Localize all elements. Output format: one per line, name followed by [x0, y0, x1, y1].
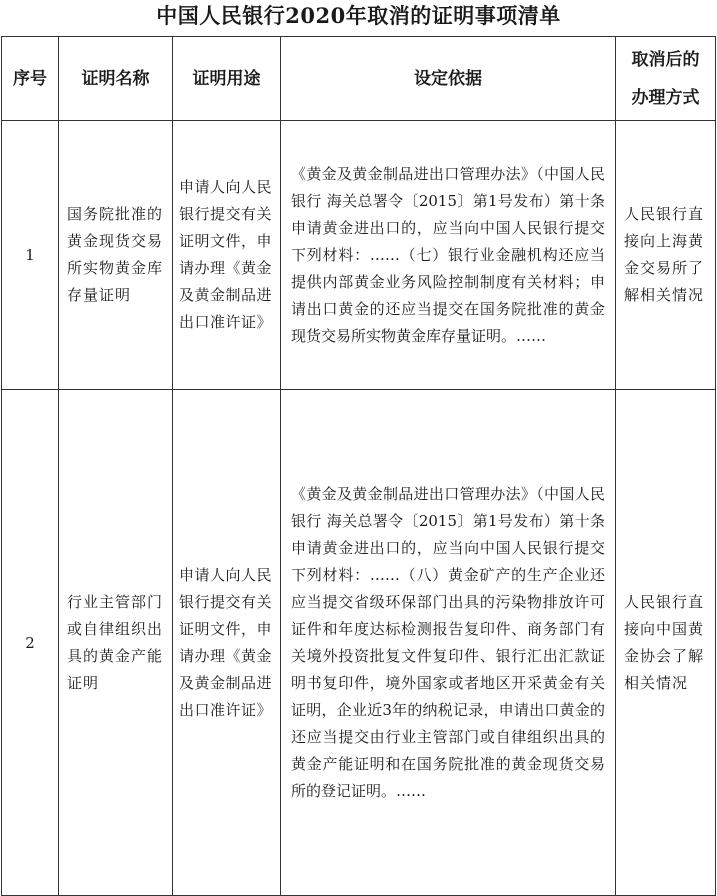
header-after-label: 取消后的办理方式 [631, 49, 700, 108]
legal-basis: 《黄金及黄金制品进出口管理办法》（中国人民银行 海关总署令〔2015〕第1号发布）第十条 申请黄金进出口的，应当向中国人民银行提交下列材料：……（七）银行业金融机构还应当提供内部黄金业务风险控制制度有关材料；申请出口黄金的还应当提交在国务院批准的黄金现货交易所实物黄金库存量证明。…… [291, 164, 605, 345]
post-cancel-method-cell [616, 121, 716, 390]
post-cancel-method-cell [616, 390, 716, 896]
legal-basis-cell [281, 390, 616, 896]
certificate-name: 行业主管部门或自律组织出具的黄金产能证明 [67, 592, 164, 692]
header-use: 证明用途 [173, 37, 281, 121]
header-name: 证明名称 [59, 37, 173, 121]
post-cancel-method: 人民银行直接向中国黄金协会了解相关情况 [624, 592, 705, 692]
legal-basis-cell [281, 121, 616, 390]
certificate-name-cell [59, 390, 173, 896]
page-title: 中国人民银行2020年取消的证明事项清单 [156, 3, 561, 28]
certificate-name: 国务院批准的黄金现货交易所实物黄金库存量证明 [67, 205, 164, 304]
certificate-use-cell [173, 390, 281, 896]
certificate-use-cell [173, 121, 281, 390]
post-cancel-method: 人民银行直接向上海黄金交易所了解相关情况 [624, 205, 705, 304]
row-number: 2 [2, 390, 59, 896]
legal-basis: 《黄金及黄金制品进出口管理办法》（中国人民银行 海关总署令〔2015〕第1号发布）第十条 申请黄金进出口的，应当向中国人民银行提交下列材料：……（八）黄金矿产的生产企业还应当提交省级环保部门出具的污染物排放许可证件和年度达标检测报告复印件、商务部门有关境外投资批复文件复印件、银行汇出汇款证明书复印件，境外国家或者地区开采黄金有关证明，企业近3年的纳税记录，申请出口黄金的还应当提交由行业主管部门或自律组织出具的黄金产能证明和在国务院批准的黄金现货交易所的登记证明。…… [291, 484, 605, 800]
certificate-name-cell [59, 121, 173, 390]
certificate-use: 申请人向人民银行提交有关证明文件，申请办理《黄金及黄金制品进出口准许证》 [179, 565, 273, 719]
table-row [2, 390, 716, 896]
certificate-table [1, 36, 716, 896]
certificate-use: 申请人向人民银行提交有关证明文件，申请办理《黄金及黄金制品进出口准许证》 [179, 178, 273, 331]
row-number: 1 [2, 121, 59, 390]
table-header-row [2, 37, 716, 121]
header-after [616, 37, 716, 121]
table-row [2, 121, 716, 390]
header-no: 序号 [2, 37, 59, 121]
header-basis: 设定依据 [281, 37, 616, 121]
